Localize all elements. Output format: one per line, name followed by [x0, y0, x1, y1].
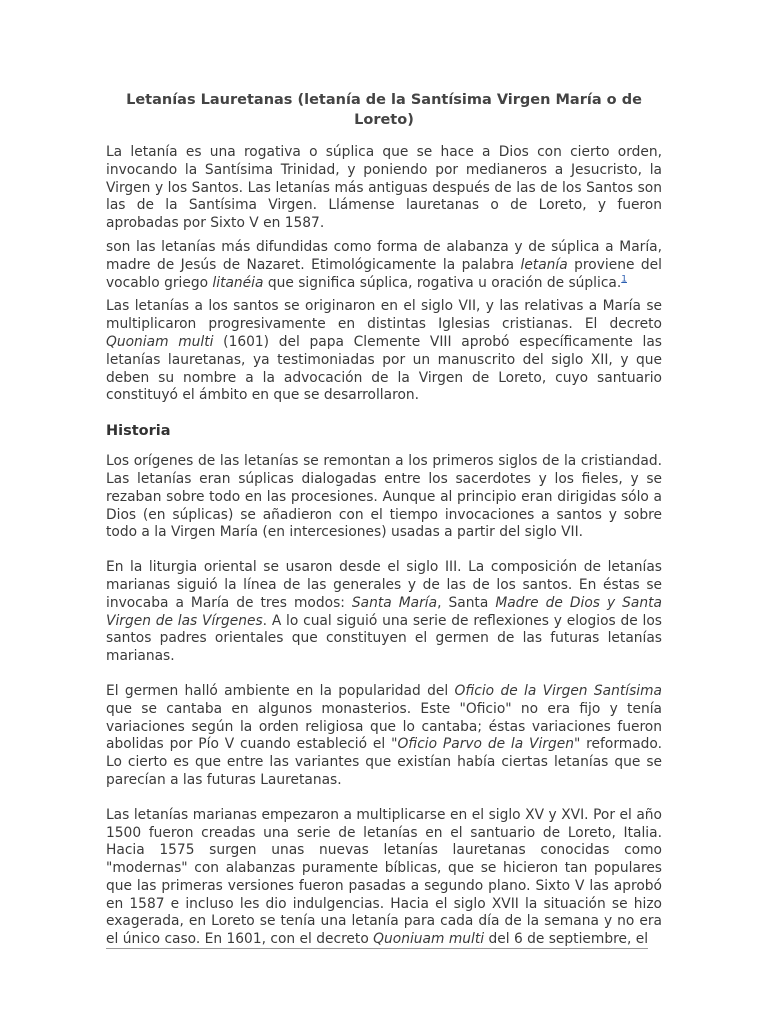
- origin-paragraph: [106, 298, 662, 405]
- historia-paragraph-1: Los orígenes de las letanías se remontan a los primeros siglos de la cristiandad. Las letanías eran súplicas dialogadas entre los sacerdotes y los fieles, y se rezaban sobre todo en las procesiones. Aunque al principio eran dirigidas sólo a Dios (en súplicas) se añadieron con el tiempo invocaciones a santos y sobre todo a la Virgen María (en intercesiones) usadas a partir del siglo VII.: [106, 453, 662, 541]
- text-run: En la liturgia oriental se usaron desde el siglo III. La composición de letanías marianas siguió la línea de las generales y de las de los santos. En éstas se invocaba a María de tres modos:: [106, 559, 662, 611]
- text-run: El germen halló ambiente en la popularidad del: [106, 682, 455, 699]
- text-run: (1601) del papa Clemente VIII aprobó específicamente las letanías lauretanas, ya testimoniadas por un manuscrito del siglo XII, y que deben su nombre a la advocación de la Virgen de Loreto, cuyo santuario constituyó el ámbito en que se desarrollaron.: [106, 333, 662, 404]
- title-paren-close: ): [407, 112, 414, 128]
- italic-term: Santa María: [351, 594, 438, 611]
- text-run: el único caso. En 1601, con el decreto: [106, 931, 374, 948]
- document-page: [106, 90, 662, 949]
- text-run: , Santa: [437, 594, 496, 611]
- title-alt-name: letanía de la Santísima Virgen María: [304, 92, 602, 108]
- historia-paragraph-4: [106, 807, 662, 949]
- italic-term: Quoniam multi: [106, 333, 214, 350]
- text-run: proviene del vocablo griego: [106, 256, 662, 291]
- italic-term: litanéia: [212, 274, 264, 291]
- italic-term: Oficio Parvo de la Virgen: [397, 736, 574, 753]
- title-alt-name-2: de Loreto: [354, 92, 642, 128]
- title-main: Letanías Lauretanas: [126, 92, 293, 108]
- text-run: que se cantaba en algunos monasterios. Este "Oficio" no era fijo y tenía variaciones según la orden religiosa que lo cantaba; éstas variaciones fueron abolidas por Pío V cuando estableció el ": [106, 700, 662, 753]
- italic-term: Quoniuam multi: [373, 931, 485, 948]
- title-paren-open: (: [292, 92, 305, 108]
- footnote-link[interactable]: 1: [621, 273, 627, 284]
- text-run: Las letanías a los santos se originaron en el siglo VII, y las relativas a María se multiplicaron progresivamente en distintas Iglesias cristianas. El decreto: [106, 298, 662, 333]
- text-run: Las letanías marianas empezaron a multiplicarse en el siglo XV y XVI. Por el año 1500 fueron creadas una serie de letanías en el santuario de Loreto, Italia. Hacia 1575 surgen unas nuevas letanías lauretanas conocidas como "modernas" con alabanzas puramente bíblicas, que se hicieron tan populares que las primeras versiones fueron pasadas a segundo plano. Sixto V las aprobó en 1587 e incluso les dio indulgencias. Hacia el siglo XVII la situación se hizo exagerada, en Loreto se tenía una letanía para cada día de la semana y no era: [106, 806, 662, 930]
- text-run: del 6 de septiembre, el: [484, 931, 649, 948]
- title-connector: o: [601, 92, 622, 108]
- text-run: " reformado. Lo cierto es que entre las variantes que existían había ciertas letanías que se parecían a las futuras Lauretanas.: [106, 736, 662, 788]
- text-run: son las letanías más difundidas como forma de alabanza y de súplica a María, madre de Jesús de Nazaret. Etimológicamente la palabra: [106, 238, 662, 273]
- italic-term: Madre de Dios y Santa Virgen de las Vírgenes: [106, 594, 662, 629]
- italic-term: letanía: [520, 256, 568, 273]
- text-run: que significa súplica, rogativa u oración de súplica.: [263, 274, 622, 291]
- document-title: [106, 90, 662, 130]
- text-run: . A lo cual siguió una serie de reflexiones y elogios de los santos padres orientales que constituyen el germen de las futuras letanías marianas.: [106, 612, 662, 665]
- historia-paragraph-2: [106, 559, 662, 666]
- historia-paragraph-3: [106, 683, 662, 790]
- italic-term: Oficio de la Virgen Santísima: [454, 682, 662, 699]
- definition-paragraph: [106, 239, 662, 292]
- intro-paragraph: La letanía es una rogativa o súplica que se hace a Dios con cierto orden, invocando la Santísima Trinidad, y poniendo por medianeros a Jesucristo, la Virgen y los Santos. Las letanías más antiguas después de las de los Santos son las de la Santísima Virgen. Llámense lauretanas o de Loreto, y fueron aprobadas por Sixto V en 1587.: [106, 144, 662, 232]
- section-heading-historia: Historia: [106, 423, 171, 440]
- cut-off-line: [106, 931, 648, 949]
